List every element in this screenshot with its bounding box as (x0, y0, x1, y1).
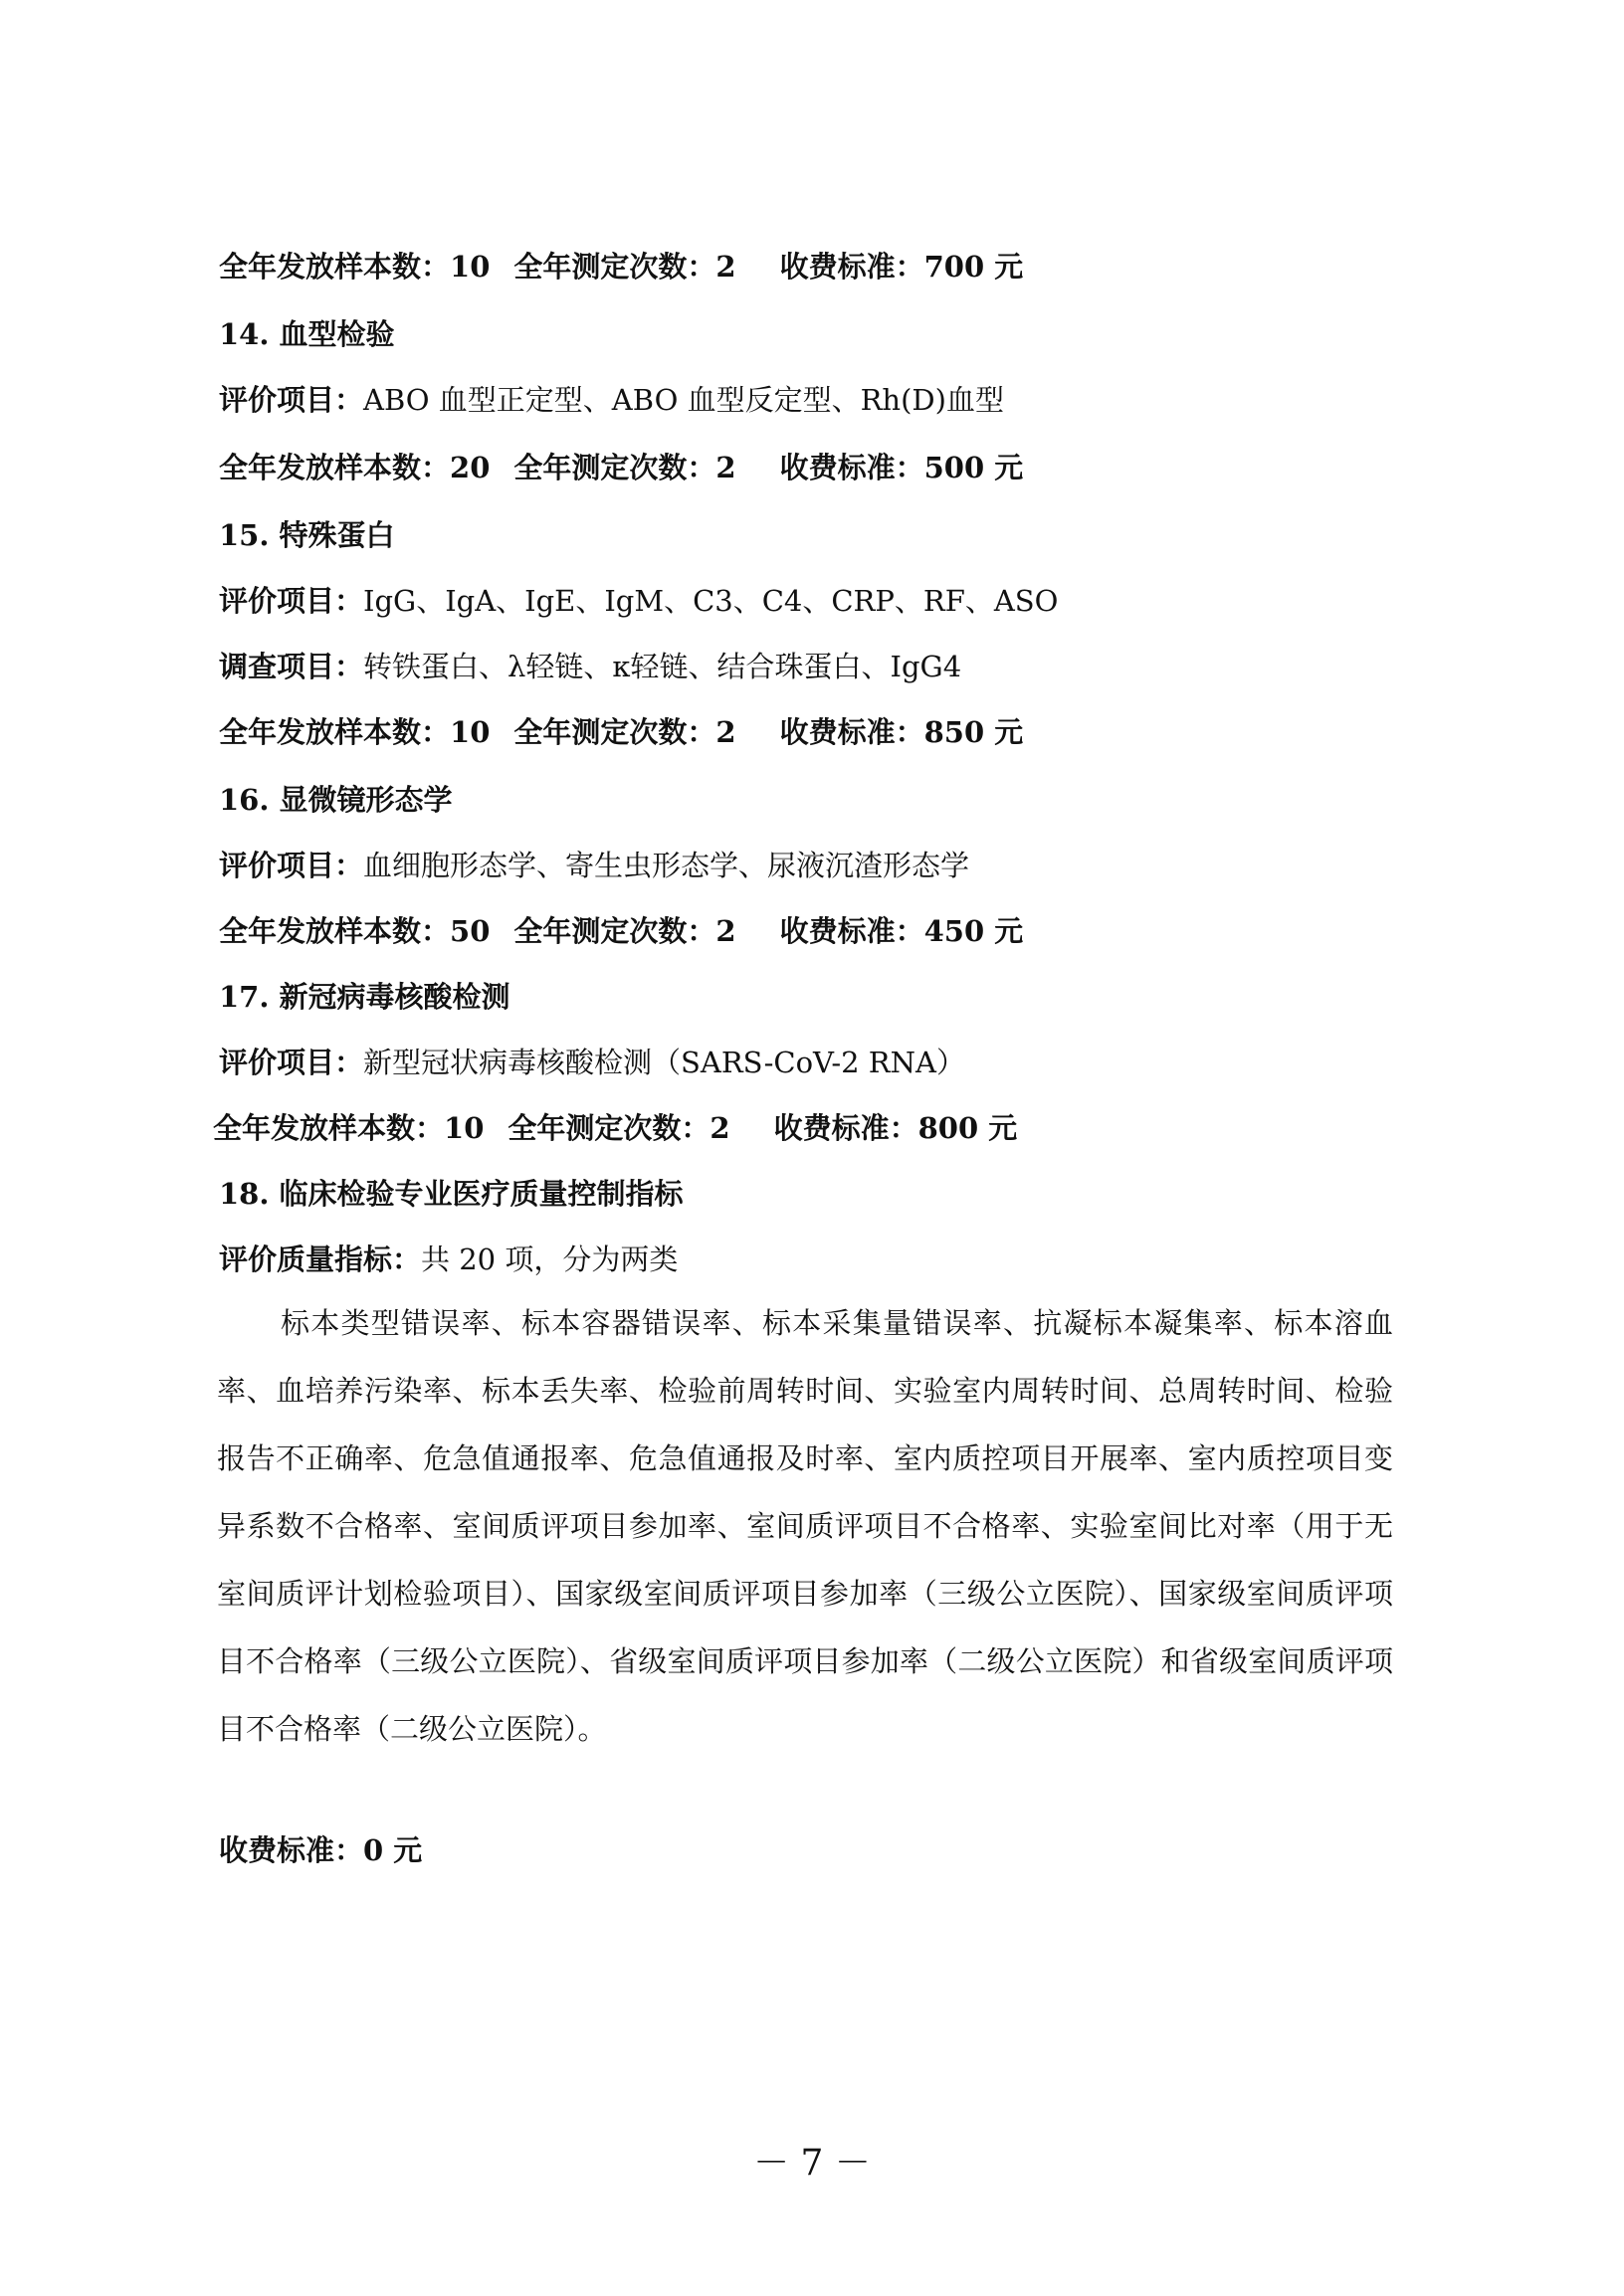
evaluation-items-line (219, 846, 969, 885)
indicators-paragraph: 标本类型错误率、标本容器错误率、标本采集量错误率、抗凝标本凝集率、标本溶血率、血培养污染率、标本丢失率、检验前周转时间、实验室内周转时间、总周转时间、检验报告不正确率、危急值通报率、危急值通报及时率、室内质控项目开展率、室内质控项目变异系数不合格率、室间质评项目参加率、室间质评项目不合格率、实验室间比对率（用于无室间质评计划检验项目）、国家级室间质评项目参加率（三级公立医院）、国家级室间质评项目不合格率（三级公立医院）、省级室间质评项目参加率（二级公立医院）和省级室间质评项目不合格率（二级公立医院）。 (217, 1306, 1393, 1746)
tests-value: 2 (715, 451, 736, 484)
stats-line (219, 712, 1023, 752)
evaluation-items-line (219, 380, 1004, 420)
page-number: － 7 － (753, 2143, 871, 2184)
section-heading: 15. 特殊蛋白 (219, 518, 395, 552)
item-label: 评价项目： (219, 584, 364, 618)
tests-label: 全年测定次数： (513, 250, 716, 284)
tests-label: 全年测定次数： (513, 914, 716, 948)
samples-label: 全年发放样本数： (219, 451, 451, 484)
tests-value: 2 (715, 250, 736, 284)
item-text: IgG、IgA、IgE、IgM、C3、C4、CRP、RF、ASO (363, 584, 1059, 618)
survey-items-line (219, 647, 961, 686)
samples-label: 全年发放样本数： (219, 250, 451, 284)
item-label: 评价项目： (219, 1046, 364, 1079)
samples-value: 20 (450, 451, 491, 484)
tests-label: 全年测定次数： (508, 1111, 710, 1145)
fee-label: 收费标准： (219, 1833, 364, 1867)
samples-value: 10 (450, 250, 491, 284)
final-fee-line (219, 1830, 422, 1870)
samples-value: 10 (444, 1111, 485, 1145)
section-heading: 14. 血型检验 (219, 317, 395, 351)
fee-value: 850 元 (923, 715, 1024, 749)
item-text: ABO 血型正定型、ABO 血型反定型、Rh(D)血型 (363, 383, 1004, 417)
fee-value: 700 元 (923, 250, 1024, 284)
stats-line (219, 911, 1023, 951)
samples-label: 全年发放样本数： (213, 1111, 445, 1145)
tests-value: 2 (715, 914, 736, 948)
fee-value: 800 元 (917, 1111, 1018, 1145)
item-label: 评价质量指标： (219, 1243, 422, 1276)
item-label: 调查项目： (219, 650, 364, 683)
section-heading: 17. 新冠病毒核酸检测 (219, 980, 510, 1014)
tests-label: 全年测定次数： (513, 715, 716, 749)
tests-value: 2 (715, 715, 736, 749)
fee-label: 收费标准： (779, 451, 924, 484)
item-text: 共 20 项，分为两类 (421, 1243, 679, 1276)
quality-indicators-line (219, 1240, 678, 1279)
fee-label: 收费标准： (779, 715, 924, 749)
fee-value: 450 元 (923, 914, 1024, 948)
item-text: 新型冠状病毒核酸检测（SARS-CoV-2 RNA） (363, 1046, 965, 1079)
item-text: 转铁蛋白、λ轻链、κ轻链、结合珠蛋白、IgG4 (363, 650, 962, 683)
item-text: 血细胞形态学、寄生虫形态学、尿液沉渣形态学 (363, 849, 970, 882)
item-label: 评价项目： (219, 383, 364, 417)
samples-label: 全年发放样本数： (219, 715, 451, 749)
stats-line (219, 448, 1023, 487)
fee-label: 收费标准： (779, 914, 924, 948)
stats-line (213, 1108, 1017, 1148)
fee-label: 收费标准： (773, 1111, 918, 1145)
tests-value: 2 (710, 1111, 730, 1145)
tests-label: 全年测定次数： (513, 451, 716, 484)
item-label: 评价项目： (219, 849, 364, 882)
samples-value: 10 (450, 715, 491, 749)
fee-label: 收费标准： (779, 250, 924, 284)
section-heading: 18. 临床检验专业医疗质量控制指标 (219, 1177, 684, 1211)
fee-value: 500 元 (923, 451, 1024, 484)
stats-line (219, 247, 1023, 287)
evaluation-items-line (219, 581, 1058, 621)
fee-value: 0 元 (363, 1833, 423, 1867)
section-heading: 16. 显微镜形态学 (219, 783, 453, 817)
samples-label: 全年发放样本数： (219, 914, 451, 948)
evaluation-items-line (219, 1043, 965, 1082)
samples-value: 50 (450, 914, 491, 948)
